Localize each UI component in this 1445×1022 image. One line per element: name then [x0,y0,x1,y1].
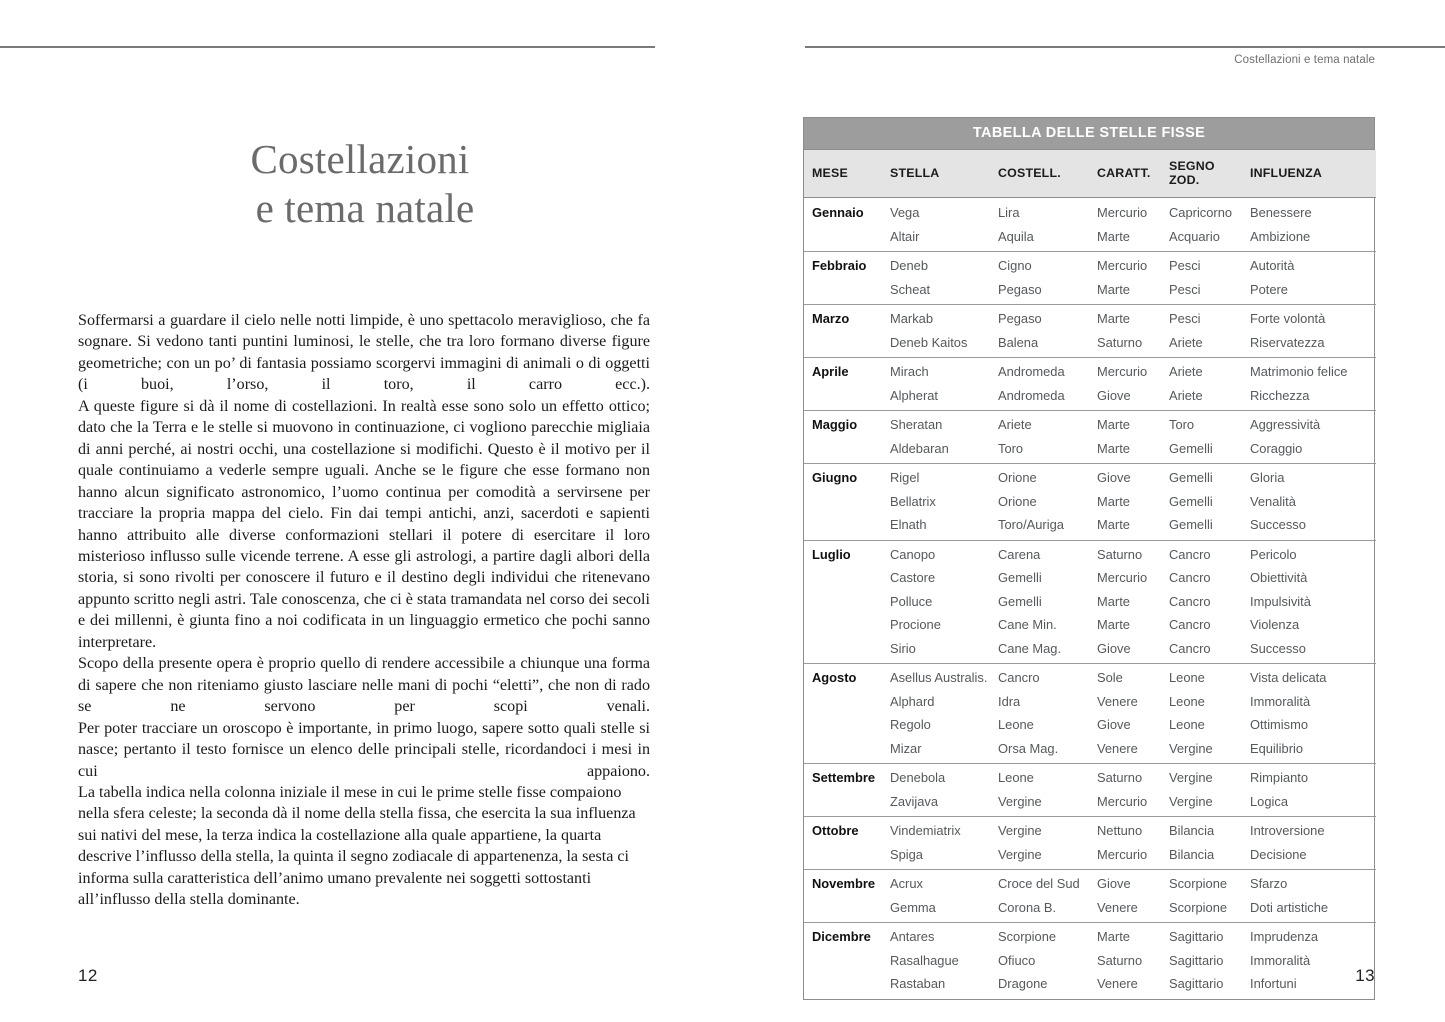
cell-segno-zod: Toro [1169,411,1250,437]
cell-influenza: Decisione [1250,846,1307,862]
cell-influenza: Infortuni [1250,976,1297,991]
cell-segno-zod: Leone [1169,717,1205,732]
cell-segno-zod: Gemelli [1169,440,1213,456]
cell-mese: Agosto [804,664,890,690]
cell-caratt: Marte [1097,593,1130,609]
cell-mese [804,713,890,737]
cell-costell: Leone [998,764,1097,790]
table-row [804,737,1376,764]
table-row [804,972,1376,999]
table-row [804,690,1376,714]
cell-costell: Vergine [998,817,1097,843]
cell-influenza: Successo [1250,640,1306,656]
cell-segno-zod: Cancro [1169,593,1211,609]
column-header-influenza [1250,150,1376,198]
cell-caratt: Saturno [1097,540,1169,566]
cell-influenza: Coraggio [1250,440,1303,456]
cell-caratt: Marte [1097,281,1130,297]
cell-influenza: Forte volontà [1250,305,1376,331]
cell-stella: Rastaban [890,976,946,991]
cell-costell: Cancro [998,664,1097,690]
cell-costell: Vergine [998,793,1042,809]
cell-segno-zod: Cancro [1169,640,1211,656]
cell-mese [804,225,890,252]
table-row [804,949,1376,973]
cell-costell: Balena [998,334,1039,350]
cell-influenza: Obiettività [1250,570,1308,585]
cell-costell: Orione [998,493,1037,509]
cell-segno-zod: Scorpione [1169,870,1250,896]
cell-mese [804,513,890,540]
cell-caratt: Mercurio [1097,793,1148,809]
cell-segno-zod: Acquario [1169,228,1220,244]
column-header-line: INFLUENZA [1250,166,1323,180]
body-text [78,310,650,911]
cell-mese: Giugno [804,464,890,490]
fixed-stars-table [803,117,1375,1000]
cell-costell: Orione [998,464,1097,490]
cell-costell: Aquila [998,228,1034,244]
cell-segno-zod: Pesci [1169,305,1250,331]
cell-stella: Asellus Australis. [890,664,998,690]
cell-costell: Croce del Sud [998,870,1097,896]
cell-caratt: Saturno [1097,764,1169,790]
cell-stella: Sheratan [890,411,998,437]
cell-mese [804,566,890,590]
table-row [804,411,1376,437]
cell-costell: Cigno [998,252,1097,278]
cell-caratt: Saturno [1097,952,1143,968]
cell-mese: Gennaio [812,205,864,220]
cell-segno-zod: Vergine [1169,740,1213,756]
table-row [804,278,1376,305]
cell-caratt: Marte [1097,411,1169,437]
table-grid [804,150,1376,999]
table-row [804,358,1376,384]
cell-segno-zod: Ariete [1169,358,1250,384]
table-row [804,790,1376,817]
table-row [804,225,1376,252]
cell-caratt: Mercurio [1097,570,1148,585]
cell-segno-zod: Capricorno [1169,205,1233,220]
cell-influenza: Rimpianto [1250,764,1376,790]
page-title [78,135,646,232]
cell-caratt: Mercurio [1097,252,1169,278]
cell-caratt: Saturno [1097,334,1143,350]
cell-caratt: Marte [1097,440,1130,456]
cell-mese [804,896,890,923]
cell-stella: Acrux [890,870,998,896]
cell-costell: Vergine [998,846,1042,862]
cell-influenza: Autorità [1250,252,1376,278]
cell-influenza: Equilibrio [1250,740,1304,756]
cell-stella: Vindemiatrix [890,817,998,843]
cell-influenza: Immoralità [1250,693,1311,709]
cell-caratt: Giove [1097,870,1169,896]
column-header-line: SEGNO [1169,159,1215,173]
table-row [804,870,1376,896]
cell-caratt: Marte [1097,305,1169,331]
cell-mese [804,690,890,714]
cell-costell: Pegaso [998,305,1097,331]
table-row [804,437,1376,464]
cell-caratt: Mercurio [1097,358,1169,384]
table-row [804,513,1376,540]
cell-stella: Aldebaran [890,440,949,456]
cell-influenza: Riservatezza [1250,334,1325,350]
table-row [804,464,1376,490]
table-header-row [804,150,1376,198]
cell-costell: Gemelli [998,570,1042,585]
table-row [804,896,1376,923]
left-page [0,0,722,1022]
cell-mese: Luglio [804,540,890,566]
cell-mese [804,843,890,870]
cell-influenza: Violenza [1250,617,1300,632]
cell-caratt: Giove [1097,717,1131,732]
table-row [804,566,1376,590]
cell-stella: Altair [890,228,920,244]
column-header-mese [804,150,890,198]
cell-costell: Dragone [998,976,1048,991]
cell-costell: Andromeda [998,358,1097,384]
cell-segno-zod: Vergine [1169,764,1250,790]
cell-mese: Ottobre [804,817,890,843]
cell-costell: Scorpione [998,923,1097,949]
cell-costell: Toro/Auriga [998,517,1064,532]
table-row [804,613,1376,637]
cell-segno-zod: Leone [1169,664,1250,690]
cell-influenza: Successo [1250,517,1306,532]
table-row [804,817,1376,843]
cell-costell: Gemelli [998,593,1042,609]
cell-segno-zod: Bilancia [1169,817,1250,843]
cell-mese [804,637,890,664]
cell-stella: Markab [890,305,998,331]
cell-stella: Rasalhague [890,952,959,968]
table-row [804,331,1376,358]
table-row [804,305,1376,331]
cell-mese [804,490,890,514]
cell-mese [804,384,890,411]
cell-influenza: Pericolo [1250,540,1376,566]
cell-mese: Febbraio [804,252,890,278]
cell-segno-zod: Leone [1169,693,1205,709]
cell-costell: Toro [998,440,1024,456]
cell-mese [804,949,890,973]
cell-caratt: Marte [1097,493,1130,509]
cell-stella: Alpherat [890,387,939,403]
cell-segno-zod: Cancro [1169,540,1250,566]
cell-influenza: Ottimismo [1250,717,1309,732]
cell-mese [804,737,890,764]
cell-mese: Maggio [804,411,890,437]
table-row [804,764,1376,790]
page-number-left: 12 [78,966,98,985]
chapter-title-line-1: Costellazioni [250,136,470,183]
table-row [804,664,1376,690]
cell-mese [804,437,890,464]
cell-costell: Leone [998,717,1034,732]
cell-costell: Andromeda [998,387,1065,403]
cell-caratt: Marte [1097,617,1130,632]
cell-influenza: Impulsività [1250,593,1311,609]
cell-stella: Polluce [890,593,933,609]
cell-stella: Antares [890,923,998,949]
cell-caratt: Mercurio [1097,846,1148,862]
cell-mese: Settembre [804,764,890,790]
cell-stella: Denebola [890,764,998,790]
cell-influenza: Introversione [1250,817,1376,843]
cell-costell: Orsa Mag. [998,740,1059,756]
table-row [804,198,1376,225]
cell-stella: Regolo [890,717,931,732]
column-header-caratt [1097,150,1169,198]
cell-caratt: Sole [1097,664,1169,690]
cell-segno-zod: Cancro [1169,617,1211,632]
column-header-line: ZOD. [1169,173,1200,187]
table-row [804,540,1376,566]
table-row [804,590,1376,614]
chapter-title-line-2: e tema natale [255,184,475,231]
right-page [722,0,1445,1022]
cell-influenza: Ricchezza [1250,387,1310,403]
cell-influenza: Potere [1250,281,1288,297]
cell-stella: Deneb [890,252,998,278]
table-row [804,923,1376,949]
cell-stella: Sirio [890,640,916,656]
table-row [804,843,1376,870]
cell-influenza: Immoralità [1250,952,1311,968]
cell-costell: Ofiuco [998,952,1036,968]
cell-mese [804,790,890,817]
cell-caratt: Marte [1097,923,1169,949]
cell-costell: Lira [998,205,1020,220]
cell-mese [804,331,890,358]
cell-costell: Cane Min. [998,617,1057,632]
cell-mese: Aprile [804,358,890,384]
cell-stella: Elnath [890,517,927,532]
cell-stella: Mirach [890,358,998,384]
cell-costell: Pegaso [998,281,1042,297]
cell-caratt: Venere [1097,899,1138,915]
table-body [804,198,1376,999]
cell-costell: Idra [998,693,1021,709]
cell-costell: Cane Mag. [998,640,1062,656]
table-row [804,713,1376,737]
cell-mese [804,278,890,305]
cell-segno-zod: Pesci [1169,252,1250,278]
cell-stella: Spiga [890,846,923,862]
cell-influenza: Benessere [1250,205,1312,220]
cell-stella: Rigel [890,464,998,490]
cell-mese: Dicembre [804,923,890,949]
cell-caratt: Marte [1097,517,1130,532]
cell-influenza: Aggressività [1250,411,1376,437]
paragraph-3: Scopo della presente opera è proprio quello di rendere accessibile a chiunque una forma di sapere che non riteniamo giusto lasciare nelle mani di pochi “eletti”, che non di rado se ne servono per scopi venali. [78,655,650,716]
table-row [804,252,1376,278]
cell-mese [804,590,890,614]
column-header-line: CARATT. [1097,166,1151,180]
header-rule-left [0,46,655,48]
cell-caratt: Venere [1097,740,1138,756]
cell-influenza: Vista delicata [1250,664,1376,690]
cell-influenza: Gloria [1250,464,1376,490]
cell-stella: Mizar [890,740,922,756]
cell-mese [804,613,890,637]
cell-influenza: Sfarzo [1250,870,1376,896]
cell-caratt: Giove [1097,387,1131,403]
cell-segno-zod: Vergine [1169,793,1213,809]
column-header-line: COSTELL. [998,166,1061,180]
cell-influenza: Matrimonio felice [1250,358,1376,384]
table-row [804,490,1376,514]
cell-mese: Marzo [804,305,890,331]
cell-caratt: Nettuno [1097,817,1169,843]
cell-stella: Vega [890,205,920,220]
cell-caratt: Venere [1097,976,1138,991]
cell-influenza: Ambizione [1250,228,1311,244]
header-rule-right [805,46,1445,48]
cell-costell: Ariete [998,411,1097,437]
cell-caratt: Mercurio [1097,205,1148,220]
cell-stella: Scheat [890,281,931,297]
table-row [804,637,1376,664]
running-head: Costellazioni e tema natale [1234,54,1375,66]
cell-segno-zod: Cancro [1169,570,1211,585]
paragraph-2: A queste figure si dà il nome di costellazioni. In realtà esse sono solo un effetto ottico; dato che la Terra e le stelle si muovono in continuazione, ci vogliono parecchie migliaia di anni perché, ai nostri occhi, una costellazione si modifichi. Questo è il motivo per il quale continuiamo a vederle sempre uguali. Anche se le figure che esse formano non hanno alcun significato astronomico, l’uomo continua per comodità a servirsene per tracciare la propria mappa del cielo. Fin dai tempi antichi, anzi, sacerdoti e sapienti hanno attribuito alle diverse conformazioni stellari il potere di esercitare il loro misterioso influsso sulle vicende terrene. A esse gli astrologi, a partire dagli albori della storia, si sono rivolti per conoscere il futuro e il destino degli individui che ritenevano appunto scritto negli astri. Tale conoscenza, che ci è stata tramandata nel corso dei secoli e dei millenni, è giunta fino a noi codificata in un linguaggio ermetico che pochi sanno interpretare. [78,397,650,651]
cell-caratt: Marte [1097,228,1130,244]
cell-stella: Zavijava [890,793,938,809]
cell-costell: Carena [998,540,1097,566]
cell-mese [804,972,890,999]
table-row [804,384,1376,411]
cell-segno-zod: Sagittario [1169,976,1224,991]
cell-caratt: Giove [1097,464,1169,490]
cell-segno-zod: Sagittario [1169,923,1250,949]
cell-stella: Canopo [890,540,998,566]
paragraph-1: Soffermarsi a guardare il cielo nelle notti limpide, è uno spettacolo meraviglioso, che fa sognare. Si vedono tanti puntini luminosi, le stelle, che tra loro formano diverse figure geometriche; con un po’ di fantasia possiamo scorgervi immagini di animali o di oggetti (i buoi, l’orso, il toro, il carro ecc.). [78,312,650,394]
table-head [804,150,1376,198]
cell-segno-zod: Sagittario [1169,952,1224,968]
cell-segno-zod: Gemelli [1169,464,1250,490]
cell-influenza: Imprudenza [1250,923,1376,949]
column-header-stella [890,150,998,198]
cell-segno-zod: Scorpione [1169,899,1228,915]
paragraph-4: Per poter tracciare un oroscopo è importante, in primo luogo, sapere sotto quali stelle si nasce; pertanto il testo fornisce un elenco delle principali stelle, ricordandoci i mesi in cui appaiono. [78,719,650,780]
cell-segno-zod: Gemelli [1169,517,1213,532]
cell-influenza: Doti artistiche [1250,899,1329,915]
cell-segno-zod: Bilancia [1169,846,1215,862]
cell-stella: Deneb Kaitos [890,334,968,350]
cell-influenza: Venalità [1250,493,1296,509]
cell-stella: Bellatrix [890,493,936,509]
cell-segno-zod: Ariete [1169,334,1203,350]
cell-caratt: Giove [1097,640,1131,656]
cell-stella: Gemma [890,899,936,915]
column-header-line: MESE [812,166,848,180]
table-title: TABELLA DELLE STELLE FISSE [804,118,1374,150]
cell-stella: Procione [890,617,941,632]
page-number-right: 13 [1355,966,1375,985]
column-header-line: STELLA [890,166,940,180]
column-header-costell [998,150,1097,198]
cell-segno-zod: Ariete [1169,387,1203,403]
cell-stella: Alphard [890,693,935,709]
cell-mese: Novembre [804,870,890,896]
cell-stella: Castore [890,570,936,585]
cell-caratt: Venere [1097,693,1138,709]
paragraph-5: La tabella indica nella colonna iniziale il mese in cui le prime stelle fisse compaiono nella sfera celeste; la seconda dà il nome della stella fissa, che esercita la sua influenza sui nativi del mese, la terza indica la costellazione alla quale appartiene, la quarta descrive l’influsso della stella, la quinta il segno zodiacale di appartenenza, la sesta ci informa sulla caratteristica dell’animo umano prevalente nei soggetti sottostanti all’influsso della stella dominante. [78,783,636,909]
column-header-segno-zod [1169,150,1250,198]
cell-costell: Corona B. [998,899,1057,915]
cell-influenza: Logica [1250,793,1288,809]
cell-segno-zod: Pesci [1169,281,1201,297]
cell-segno-zod: Gemelli [1169,493,1213,509]
